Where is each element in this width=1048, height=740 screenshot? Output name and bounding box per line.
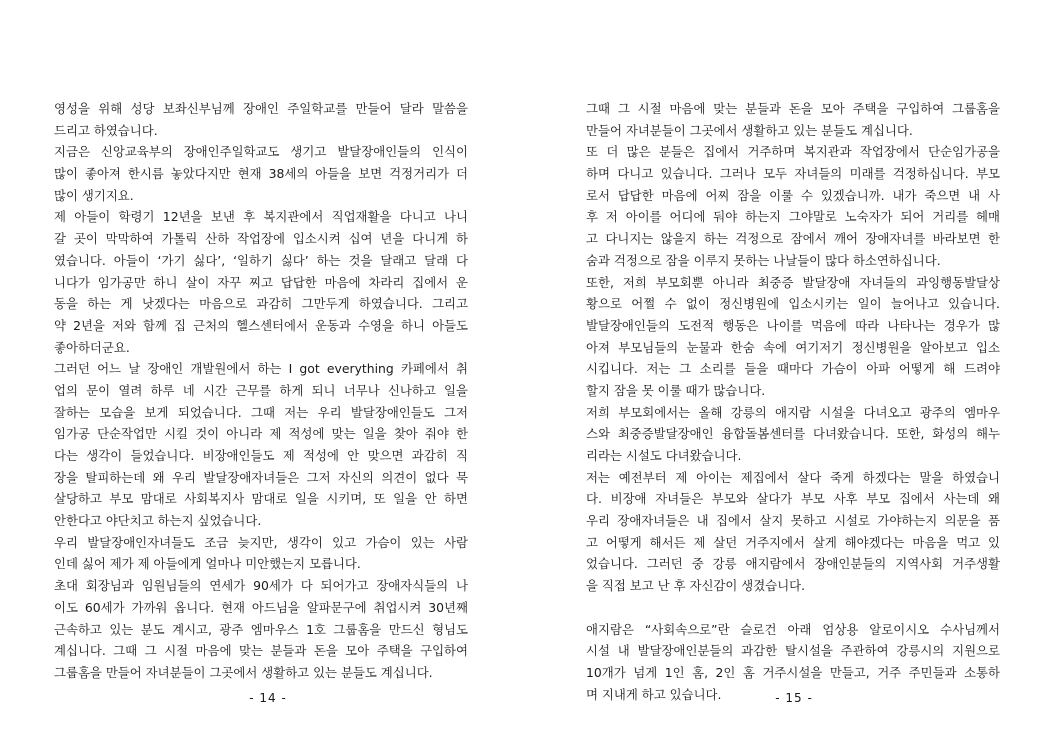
text-line: 만들어 자녀분들이 그곳에서 생활하고 있는 분들도 계십니다.	[586, 122, 913, 138]
page-number: - 14 -	[249, 691, 287, 705]
text-line: 장을 탈피하는데 왜 우리 발달장애자녀들은 그저 자신의 의견이 없다 묵	[54, 469, 468, 485]
text-line: 살당하고 부모 맘대로 사회복지사 맘대로 일을 시키며, 또 일을 안 하면	[54, 491, 468, 507]
text-line: 다. 비장애 자녀들은 부모와 살다가 부모 사후 부모 집에서 사는데 왜	[586, 491, 1000, 507]
text-line: 이도 60세가 가까워 옵니다. 현재 아드님을 알파문구에 취업시켜 30년째	[54, 599, 468, 615]
text-line: 많이 좋아져 한시름 놓았다지만 현재 38세의 아들을 보면 걱정거리가 더	[54, 166, 468, 182]
text-line: 동을 하는 게 낫겠다는 마음으로 과감히 그만두게 하였습니다. 그리고	[54, 296, 468, 312]
text-line: 안한다고 야단치고 하는지 싶었습니다.	[54, 513, 262, 529]
text-line: 할지 잠을 못 이룰 때가 많습니다.	[586, 382, 766, 398]
text-line: 잘하는 모습을 보게 되었습니다. 그때 저는 우리 발달장애인들도 그저	[54, 404, 468, 420]
text-line: 시설 내 발달장애인분들의 과감한 탈시설을 주관하여 강릉시의 지원으로	[586, 643, 1000, 659]
text-line: 또 더 많은 분들은 집에서 거주하며 복지관과 작업장에서 단순임가공을	[586, 144, 1000, 160]
text-line: 지금은 신앙교육부의 장애인주일학교도 생기고 발달장애인들의 인식이	[54, 144, 468, 160]
text-line: 우리 장애자녀들은 내 집에서 살지 못하고 시설로 가야하는지 의문을 품	[586, 513, 1000, 529]
text-line: 영성을 위해 성당 보좌신부님께 장애인 주일학교를 만들어 달라 말씀을	[54, 101, 468, 116]
right-page	[524, 0, 1048, 740]
text-line: 황으로 어쩔 수 없이 정신병원에 입소시키는 일이 늘어나고 있습니다.	[586, 296, 1000, 312]
text-line: 아져 부모님들의 눈물과 한숨 속에 여기저기 정신병원을 알아보고 입소	[586, 339, 1000, 355]
text-line: 임가공 단순작업만 시킬 것이 아니라 제 적성에 맞는 일을 찾아 줘야 한	[54, 426, 468, 442]
text-line: 었습니다. 그러던 중 강릉 애지람에서 장애인분들의 지역사회 거주생활	[586, 556, 1000, 572]
text-line: 다는 생각이 들었습니다. 비장애인들도 제 적성에 안 맞으면 과감히 직	[54, 448, 468, 463]
text-line: 그러던 어느 날 장애인 개발원에서 하는 I got everything 카페에서 취	[54, 361, 468, 377]
text-line: 애지람은 “사회속으로”란 슬로건 아래 엄상용 알로이시오 수사님께서	[586, 621, 1000, 637]
text-line: 였습니다. 아들이 ‘가기 싫다’, ‘일하기 싫다’ 하는 것을 달래고 달래 다	[54, 252, 468, 268]
text-line: 고 다니지는 않을지 하는 걱정으로 잠에서 깨어 장애자녀를 바라보면 한	[586, 231, 1000, 247]
text-line: 스와 최중증발달장애인 융합돌봄센터를 다녀왔습니다. 또한, 화성의 해누	[586, 426, 1000, 442]
text-line: 근속하고 있는 분도 계시고, 광주 엠마우스 1호 그룹홈을 만드신 형님도	[54, 621, 468, 637]
text-line: 로서 답답한 마음에 어찌 잠을 이룰 수 있겠습니까. 내가 죽으면 내 사	[586, 187, 1000, 203]
text-line: 시킵니다. 저는 그 소리를 들을 때마다 가슴이 아파 어떻게 해 드려야	[586, 361, 1000, 377]
text-line: 또한, 저희 부모회뿐 아니라 최중증 발달장애 자녀들의 과잉행동발달상	[586, 274, 1000, 290]
blank-line	[586, 597, 1000, 619]
text-line: 그때 그 시절 마음에 맞는 분들과 돈을 모아 주택을 구입하여 그룹홈을	[586, 101, 1000, 116]
left-page-body	[54, 98, 468, 684]
text-line: 저는 예전부터 제 아이는 제집에서 살다 죽게 하겠다는 말을 하였습니	[586, 469, 1000, 485]
text-line: 많이 생기지요.	[54, 187, 134, 203]
text-line: 인데 싫어 제가 제 아들에게 얼마나 미안했는지 모릅니다.	[54, 556, 361, 572]
text-line: 계십니다. 그때 그 시절 마음에 맞는 분들과 돈을 모아 주택을 구입하여	[54, 643, 468, 659]
text-line: 우리 발달장애인자녀들도 조금 늦지만, 생각이 있고 가슴이 있는 사람	[54, 534, 468, 550]
text-line: 을 직접 보고 난 후 자신감이 생겼습니다.	[586, 578, 806, 594]
text-line: 좋아하더군요.	[54, 339, 130, 355]
text-line: 약 2년을 저와 함께 집 근처의 헬스센터에서 운동과 수영을 하니 아들도	[54, 317, 468, 333]
text-line: 초대 회장님과 임원님들의 연세가 90세가 다 되어가고 장애자식들의 나	[54, 578, 468, 594]
text-line: 드리고 하였습니다.	[54, 122, 158, 138]
text-line: 며 지내게 하고 있습니다.	[586, 686, 722, 702]
text-line: 제 아들이 학령기 12년을 보낸 후 복지관에서 직업재활을 다니고 나니	[54, 209, 468, 225]
text-line: 업의 문이 열려 하루 네 시간 근무를 하게 되니 너무나 신나하고 일을	[54, 382, 468, 398]
text-line: 10개가 넘게 1인 홈, 2인 홈 거주시설을 만들고, 거주 주민들과 소통하	[586, 664, 1000, 680]
text-line: 갈 곳이 막막하여 가톨릭 산하 작업장에 입소시켜 십여 년을 다니게 하	[54, 231, 468, 247]
text-line: 발달장애인들의 도전적 행동은 나이를 먹음에 따라 나타나는 경우가 많	[586, 317, 1000, 333]
text-line: 니다가 임가공만 하니 살이 자꾸 찌고 답답한 마음에 차라리 집에서 운	[54, 274, 468, 290]
text-line: 그룹홈을 만들어 자녀분들이 그곳에서 생활하고 있는 분들도 계십니다.	[54, 664, 433, 680]
text-line: 숨과 걱정으로 잠을 이루지 못하는 나날들이 많다 하소연하십니다.	[586, 252, 941, 268]
text-line: 고 어떻게 해서든 제 살던 거주지에서 살게 해야겠다는 마음을 먹고 있	[586, 534, 1000, 550]
text-line: 리라는 시설도 다녀왔습니다.	[586, 448, 742, 463]
text-line: 후 저 아이를 어디에 둬야 하는지 그야말로 노숙자가 되어 거리를 헤매	[586, 209, 1000, 225]
text-line: 하며 다니고 있습니다. 그러나 모두 자녀들의 미래를 걱정하십니다. 부모	[586, 166, 1000, 182]
page-number: - 15 -	[775, 691, 813, 705]
right-page-body	[586, 98, 1000, 705]
text-line: 저희 부모회에서는 올해 강릉의 애지람 시설을 다녀오고 광주의 엠마우	[586, 404, 1000, 420]
